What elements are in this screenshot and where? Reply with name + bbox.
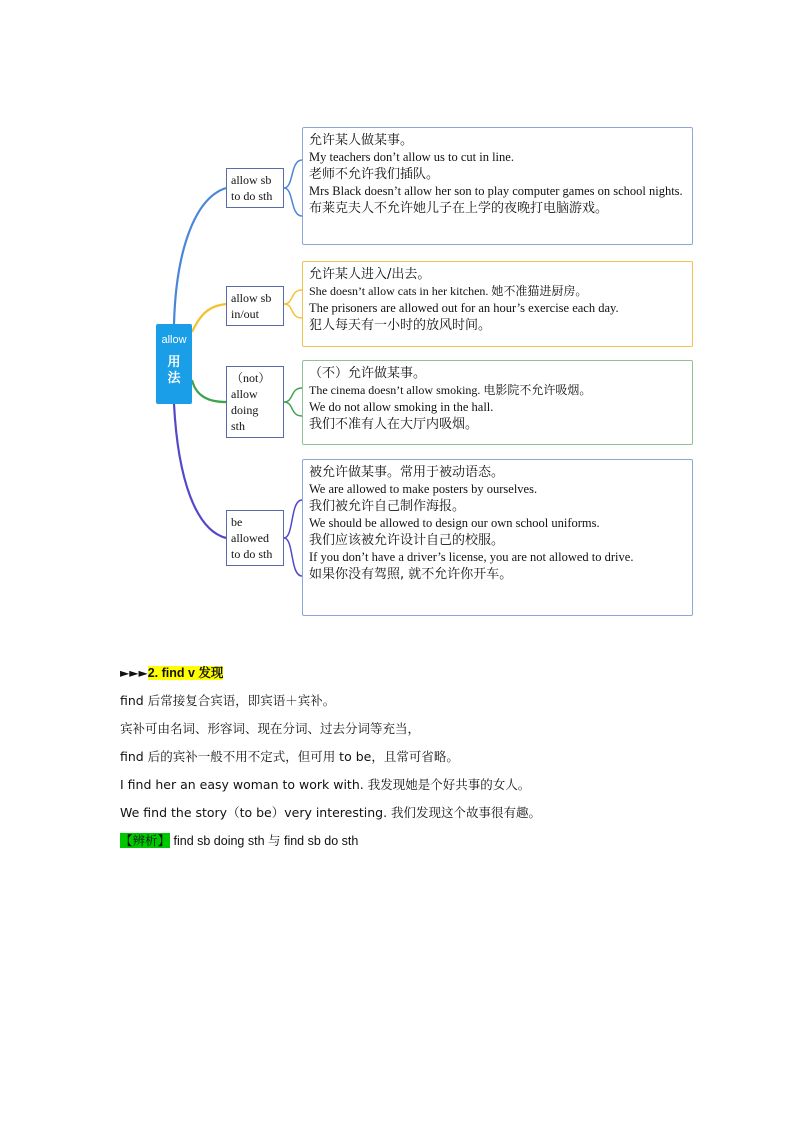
panel-1-line: 布莱克夫人不允许她儿子在上学的夜晚打电脑游戏。 (309, 201, 609, 216)
body-line: find 后常接复合宾语，即宾语＋宾补。 (120, 693, 336, 708)
root-label: allow (161, 334, 187, 346)
panel-4-line: 我们被允许自己制作海报。 (309, 499, 466, 514)
panel-3-line: （不）允许做某事。 (309, 366, 427, 381)
branch-node-4: be allowed to do sth (226, 510, 284, 566)
section-heading: 2. find v 发现 (147, 666, 224, 680)
panel-4-line: 我们应该被允许设计自己的校服。 (309, 533, 505, 548)
analysis-tag: 【辨析】 (120, 833, 171, 848)
detail-panel-1 (302, 127, 693, 245)
panel-1-line: 老师不允许我们插队。 (309, 167, 440, 182)
connector-branch-3 (192, 380, 226, 402)
root-subtitle: 用法 (167, 355, 181, 386)
panel-4-line: 被允许做某事。常用于被动语态。 (309, 465, 505, 480)
branch-node-1: allow sb to do sth (226, 168, 284, 208)
body-line: We find the story（to be）very interesting. 我们发现这个故事很有趣。 (120, 805, 542, 820)
bracket-1 (284, 160, 302, 216)
connector-branch-2 (192, 304, 226, 332)
panel-4-line: We are allowed to make posters by ourselves. (309, 482, 538, 496)
detail-panel-3 (302, 360, 693, 445)
body-line: find 后的宾补一般不用不定式，但可用 to be，且常可省略。 (120, 749, 459, 764)
connector-branch-4 (174, 404, 226, 538)
connector-branch-1 (174, 188, 226, 324)
panel-4-line: We should be allowed to design our own school uniforms. (309, 516, 600, 530)
panel-4-line: 如果你没有驾照, 就不允许你开车。 (309, 567, 513, 582)
branch-node-2: allow sb in/out (226, 286, 284, 326)
section-body (120, 692, 740, 850)
detail-panel-2 (302, 261, 693, 347)
body-line: I find her an easy woman to work with. 我发现她是个好共事的女人。 (120, 777, 531, 792)
triple-arrow-icon: ►►► (120, 666, 148, 680)
panel-1-line: Mrs Black doesn’t allow her son to play computer games on school nights. (309, 184, 683, 198)
panel-2-line: 允许某人进入/出去。 (309, 267, 431, 282)
analysis-text: find sb doing sth 与 find sb do sth (170, 834, 359, 848)
panel-4-line: If you don’t have a driver’s license, you are not allowed to drive. (309, 550, 634, 564)
bracket-4 (284, 500, 302, 576)
section-heading-row (120, 664, 740, 682)
analysis-line (120, 832, 740, 850)
panel-2-line: The prisoners are allowed out for an hour’s exercise each day. (309, 301, 619, 315)
panel-1-line: 允许某人做某事。 (309, 133, 414, 148)
detail-panel-4 (302, 459, 693, 616)
body-line: 宾补可由名词、形容词、现在分词、过去分词等充当， (120, 721, 421, 736)
mindmap-root (156, 324, 192, 404)
panel-2-line: 犯人每天有一小时的放风时间。 (309, 318, 492, 333)
panel-3-line: The cinema doesn’t allow smoking. 电影院不允许吸烟。 (309, 383, 592, 397)
bracket-3 (284, 388, 302, 416)
branch-node-3: （not） allow doing sth (226, 366, 284, 438)
panel-2-line: She doesn’t allow cats in her kitchen. 她不准猫进厨房。 (309, 284, 588, 298)
panel-3-line: 我们不准有人在大厅内吸烟。 (309, 417, 479, 432)
bracket-2 (284, 290, 302, 318)
panel-3-line: We do not allow smoking in the hall. (309, 400, 494, 414)
panel-1-line: My teachers don’t allow us to cut in line. (309, 150, 514, 164)
